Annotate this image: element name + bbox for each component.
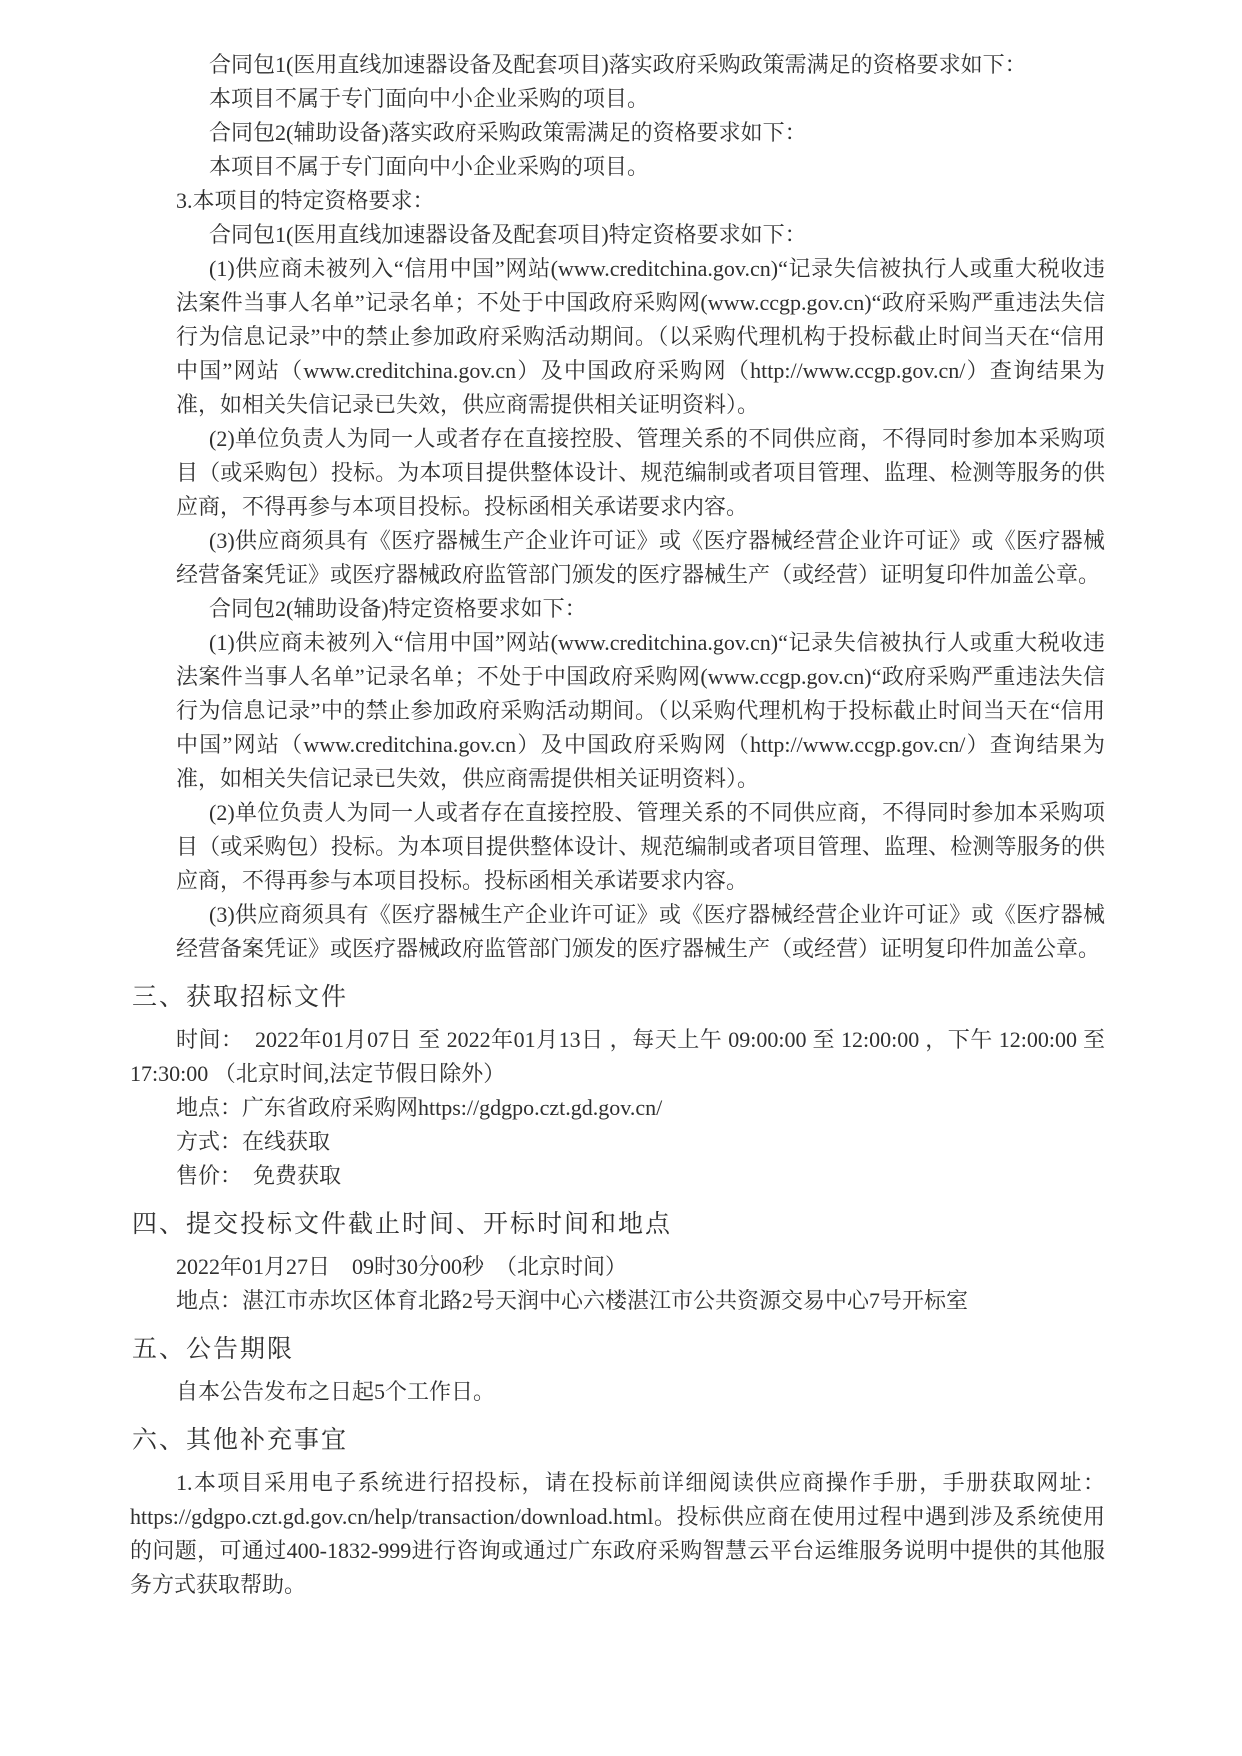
- package2-specific-intro: 合同包2(辅助设备)特定资格要求如下：: [209, 596, 587, 621]
- heading-announcement-period: 五、公告期限: [132, 1336, 295, 1363]
- package2-policy-intro: 合同包2(辅助设备)落实政府采购政策需满足的资格要求如下：: [209, 120, 807, 145]
- obtain-price-line: 售价： 免费获取: [176, 1163, 342, 1188]
- supplementary-matters-line: 1.本项目采用电子系统进行招投标，请在投标前详细阅读供应商操作手册，手册获取网址：https://gdgpo.czt.gd.gov.cn/help/transaction/download.html。投标供应商在使用过程中遇到涉及系统使用的问题，可通过400-1832-999进行咨询或通过广东政府采购智慧云平台运维服务说明中提供的其他服务方式获取帮助。: [130, 1470, 1105, 1597]
- obtain-method-line: 方式：在线获取: [176, 1129, 331, 1154]
- package1-requirement-credit-check: (1)供应商未被列入“信用中国”网站(www.creditchina.gov.cn)“记录失信被执行人或重大税收违法案件当事人名单”记录名单；不处于中国政府采购网(www.ccgp.gov.cn)“政府采购严重违法失信行为信息记录”中的禁止参加政府采购活动期间。（以采购代理机构于投标截止时间当天在“信用中国”网站（www.creditchina.gov.cn）及中国政府采购网（http://www.ccgp.gov.cn/）查询结果为准，如相关失信记录已失效，供应商需提供相关证明资料）。: [176, 256, 1105, 417]
- bid-opening-location-line: 地点：湛江市赤坎区体育北路2号天润中心六楼湛江市公共资源交易中心7号开标室: [176, 1288, 969, 1313]
- obtain-time-line: 时间： 2022年01月07日 至 2022年01月13日 ，每天上午 09:00:00 至 12:00:00 ，下午 12:00:00 至 17:30:00 （北京时间,法定节假日除外）: [130, 1027, 1105, 1086]
- package1-specific-intro: 合同包1(医用直线加速器设备及配套项目)特定资格要求如下：: [209, 222, 807, 247]
- package2-not-sme-note: 本项目不属于专门面向中小企业采购的项目。: [209, 154, 650, 179]
- package2-requirement-credit-check: (1)供应商未被列入“信用中国”网站(www.creditchina.gov.cn)“记录失信被执行人或重大税收违法案件当事人名单”记录名单；不处于中国政府采购网(www.ccgp.gov.cn)“政府采购严重违法失信行为信息记录”中的禁止参加政府采购活动期间。（以采购代理机构于投标截止时间当天在“信用中国”网站（www.creditchina.gov.cn）及中国政府采购网（http://www.ccgp.gov.cn/）查询结果为准，如相关失信记录已失效，供应商需提供相关证明资料）。: [176, 630, 1105, 791]
- package1-not-sme-note: 本项目不属于专门面向中小企业采购的项目。: [209, 86, 650, 111]
- heading-other-supplementary-matters: 六、其他补充事宜: [132, 1427, 349, 1454]
- package2-requirement-medical-device-license: (3)供应商须具有《医疗器械生产企业许可证》或《医疗器械经营企业许可证》或《医疗器械经营备案凭证》或医疗器械政府监管部门颁发的医疗器械生产（或经营）证明复印件加盖公章。: [176, 902, 1105, 961]
- heading-bid-submission-deadline-and-opening: 四、提交投标文件截止时间、开标时间和地点: [132, 1211, 673, 1238]
- package2-requirement-same-person-restriction: (2)单位负责人为同一人或者存在直接控股、管理关系的不同供应商，不得同时参加本采购项目（或采购包）投标。为本项目提供整体设计、规范编制或者项目管理、监理、检测等服务的供应商，不得再参与本项目投标。投标函相关承诺要求内容。: [176, 800, 1105, 893]
- package1-policy-intro: 合同包1(医用直线加速器设备及配套项目)落实政府采购政策需满足的资格要求如下：: [209, 52, 1027, 77]
- package1-requirement-medical-device-license: (3)供应商须具有《医疗器械生产企业许可证》或《医疗器械经营企业许可证》或《医疗器械经营备案凭证》或医疗器械政府监管部门颁发的医疗器械生产（或经营）证明复印件加盖公章。: [176, 528, 1105, 587]
- announcement-period-line: 自本公告发布之日起5个工作日。: [176, 1379, 496, 1404]
- obtain-location-line: 地点：广东省政府采购网https://gdgpo.czt.gd.gov.cn/: [176, 1095, 663, 1120]
- specific-qualification-label: 3.本项目的特定资格要求：: [176, 188, 435, 213]
- heading-obtain-tender-documents: 三、获取招标文件: [132, 984, 349, 1011]
- bid-opening-datetime-line: 2022年01月27日 09时30分00秒 （北京时间）: [176, 1254, 628, 1279]
- package1-requirement-same-person-restriction: (2)单位负责人为同一人或者存在直接控股、管理关系的不同供应商，不得同时参加本采购项目（或采购包）投标。为本项目提供整体设计、规范编制或者项目管理、监理、检测等服务的供应商，不得再参与本项目投标。投标函相关承诺要求内容。: [176, 426, 1105, 519]
